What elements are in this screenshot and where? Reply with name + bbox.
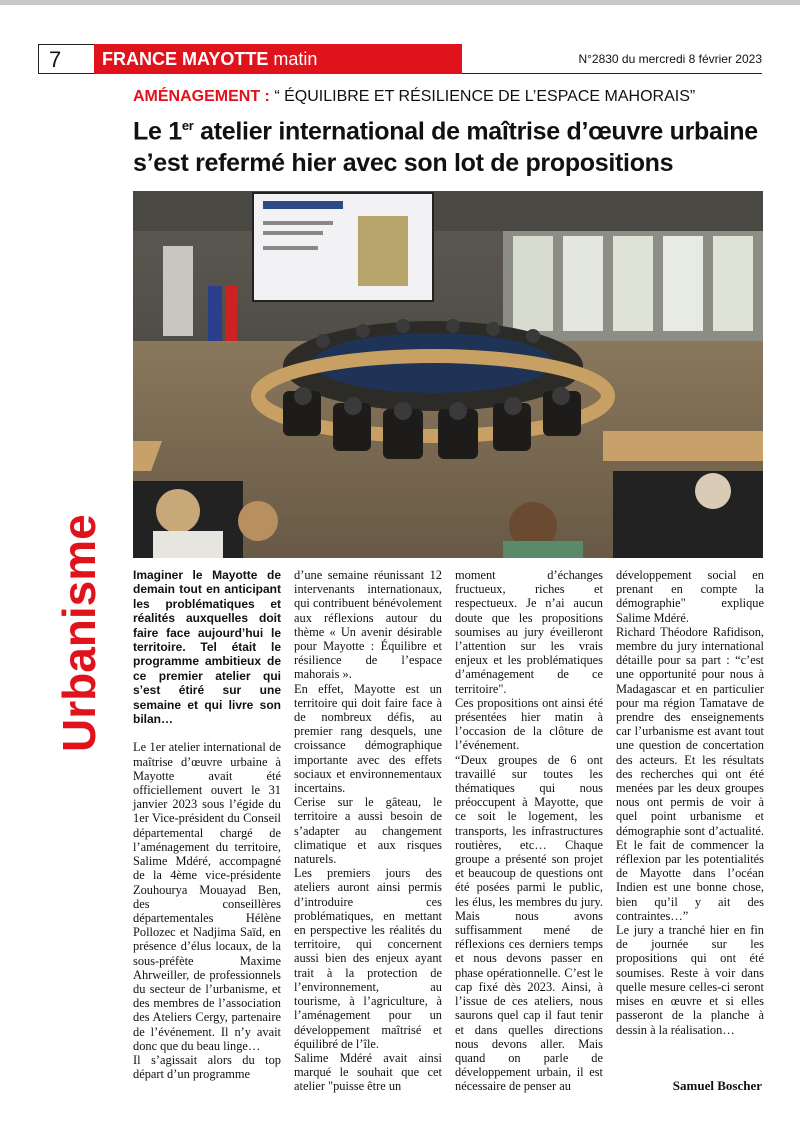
article-lead: Imaginer le Mayotte de demain tout en anticipant les problématiques et réalités auxquelles doit faire face aujourd’hui le territoire. Tel était le programme ambitieux de ce premier atelier qui s’est étiré sur une semaine et qui livre son bilan…: [133, 568, 281, 727]
headline-part-a: Le 1: [133, 117, 182, 146]
header-rule: [462, 73, 762, 74]
headline-sup: er: [181, 118, 194, 133]
publication-name: FRANCE MAYOTTE: [102, 49, 269, 69]
column-2: [294, 568, 442, 1094]
section-label: Urbanisme: [53, 514, 105, 752]
publication-masthead: [94, 44, 462, 74]
headline-part-b: atelier international de maîtrise d’œuvre urbaine s’est refermé hier avec son lot de propositions: [133, 117, 758, 178]
publication-sub: matin: [273, 49, 318, 69]
column-1: [133, 568, 281, 1081]
col2-p4: Les premiers jours des ateliers auront ainsi permis d’introduire ces problématiques, en mettant en perspective les réalités du territoire, qui concernent aussi bien des enjeux ayant trait à la protection de l’environnement, au tourisme, à l’agriculture, à l’aménagement pour un développement maîtrisé et équilibré de l’île.: [294, 866, 442, 1051]
col3-p2: Ces propositions ont ainsi été présentées hier matin à l’occasion de la clôture de l’événement.: [455, 695, 603, 753]
article-photo: [133, 191, 763, 558]
col2-p5: Salime Mdéré avait ainsi marqué le souhait que cet atelier "puisse être un: [294, 1050, 442, 1094]
col4-p2: Richard Théodore Rafidison, membre du jury international détaille pour sa part : “c’est une opportunité pour nous à Madagascar et en particulier pour ma région Tamatave de prendre des enseignements car l’urbanisme est avant tout une question de concertation des acteurs. Et les résultats des recherches qui ont été menées par les deux groupes nous ont permis de voir à quel point urbanisme et démographie sont d’actualité. Et le fait de commencer la réflexion par les potentialités de Mayotte dans l’océan Indien est une bonne chose, bien qu’il y ait des contraintes…”: [616, 624, 764, 923]
kicker-text: “ ÉQUILIBRE ET RÉSILIENCE DE L’ESPACE MAHORAIS”: [274, 88, 696, 105]
issue-info: N°2830 du mercredi 8 février 2023: [578, 52, 762, 66]
page-number: 7: [38, 44, 94, 74]
col4-p3: Le jury a tranché hier en fin de journée sur les propositions qui ont été soumises. Reste à voir dans quelle mesure celles-ci seront mises en œuvre et si elles passeront de la planche à dessin à la réalisation…: [616, 923, 764, 1037]
col2-p2: En effet, Mayotte est un territoire qui doit faire face à de nombreux défis, au premier rang desquels, une croissance démographique importante avec des effets sociaux et environnementaux incertains.: [294, 681, 442, 796]
column-3: [455, 568, 603, 1094]
col3-p3: “Deux groupes de 6 ont travaillé sur toutes les thématiques qui nous préoccupent à Mayotte, que ce soit le logement, les transports, les infrastructures routières, etc… Chaque groupe a présenté son projet et beaucoup de questions ont été posées parmi le public, les élus, les membres du jury. Mais nous avons suffisamment mené de réflexions ces derniers temps et nous devons passer en phase opérationnelle. C’est le cap fixé dès 2023. Ainsi, à l’issue de ces ateliers, nous saurons quel cap il faut tenir et dans quelles directions nous devons aller. Mais quand on parle de développement urbain, il est nécessaire de penser au: [455, 752, 603, 1094]
col4-p1: développement social en prenant en compte la démographie" explique Salime Mdéré.: [616, 568, 764, 625]
column-4: [616, 568, 764, 1037]
conference-room-illustration: [133, 191, 763, 558]
byline: Samuel Boscher: [672, 1078, 762, 1093]
col1-p2: Il s’agissait alors du top départ d’un programme: [133, 1052, 281, 1082]
col1-p1: Le 1er atelier international de maîtrise d’œuvre urbaine à Mayotte avait été officiellement ouvert le 31 janvier 2023 sous l’égide du 1er Vice-président du Conseil départemental chargé de l’aménagement du territoire, Salime Mdéré, accompagné de la 4ème vice-présidente Zouhourya Mouayad Ben, des conseillères départementales Hélène Pollozec et Nadjima Saïd, en présence d’élus locaux, de la sous-préfète Maxime Ahrweiller, de professionnels du secteur de l’urbanisme, et des membres de l’association des Ateliers Cergy, partenaire de l’événement. Il n’y avait donc que du beau linge…: [133, 740, 281, 1053]
col2-p1: d’une semaine réunissant 12 intervenants internationaux, qui contribuent bénévolement aux réflexions autour du thème « Un avenir désirable pour Mayotte : Équilibre et résilience de l’espace mahorais ».: [294, 568, 442, 682]
category-label: AMÉNAGEMENT :: [133, 88, 270, 105]
col3-p1: moment d’échanges fructueux, riches et respectueux. Je n’ai aucun doute que les propositions soumises au jury éveilleront l’attention sur les vrais enjeux et les problématiques d’aménagement de ce territoire".: [455, 568, 603, 696]
headline: [133, 110, 773, 179]
kicker: [133, 88, 773, 106]
top-strip: [0, 0, 800, 5]
col2-p3: Cerise sur le gâteau, le territoire a aussi besoin de s’adapter au changement climatique et aux risques naturels.: [294, 795, 442, 867]
